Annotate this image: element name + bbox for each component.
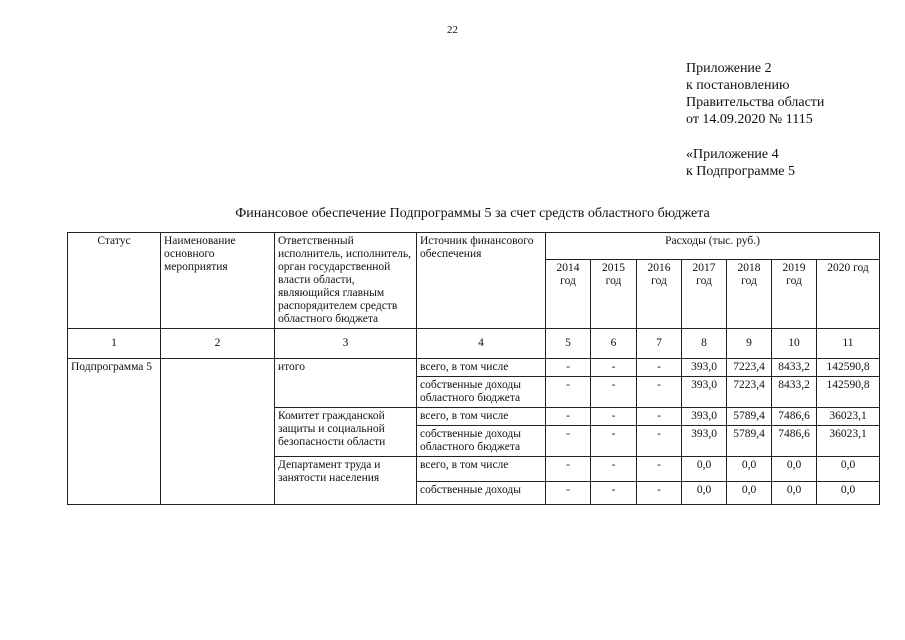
value-cell: 36023,1 (817, 426, 880, 457)
column-number: 2 (161, 329, 275, 359)
column-number: 7 (637, 329, 682, 359)
value-cell: - (591, 457, 637, 482)
source-cell: собственные доходы (417, 482, 546, 505)
value-cell: - (591, 408, 637, 426)
value-cell: 7223,4 (727, 377, 772, 408)
value-cell: 5789,4 (727, 408, 772, 426)
value-cell: 393,0 (682, 408, 727, 426)
column-number: 9 (727, 329, 772, 359)
value-cell: 0,0 (817, 482, 880, 505)
appendix-line: Приложение 2 (686, 61, 772, 76)
header-status: Статус (68, 233, 161, 329)
name-cell (161, 359, 275, 505)
value-cell: 0,0 (727, 457, 772, 482)
column-number: 8 (682, 329, 727, 359)
value-cell: 7486,6 (772, 426, 817, 457)
value-cell: - (637, 426, 682, 457)
value-cell: 7223,4 (727, 359, 772, 377)
value-cell: - (591, 359, 637, 377)
value-cell: - (637, 482, 682, 505)
column-number: 6 (591, 329, 637, 359)
table-header-row (68, 233, 880, 260)
value-cell: 393,0 (682, 426, 727, 457)
value-cell: 142590,8 (817, 377, 880, 408)
appendix-line: Правительства области (686, 95, 825, 110)
value-cell: - (546, 482, 591, 505)
value-cell: 8433,2 (772, 377, 817, 408)
value-cell: 0,0 (817, 457, 880, 482)
page-number: 22 (447, 24, 458, 36)
executor-cell: итого (275, 359, 417, 408)
value-cell: - (591, 482, 637, 505)
source-cell: всего, в том числе (417, 408, 546, 426)
appendix-line: к Подпрограмме 5 (686, 164, 796, 179)
source-cell: всего, в том числе (417, 359, 546, 377)
header-year: 2017 год (682, 260, 727, 329)
value-cell: 0,0 (682, 457, 727, 482)
header-year: 2018 год (727, 260, 772, 329)
header-name: Наименование основного мероприятия (161, 233, 275, 329)
source-cell: всего, в том числе (417, 457, 546, 482)
header-source: Источник финансового обеспечения (417, 233, 546, 329)
value-cell: - (546, 359, 591, 377)
value-cell: - (637, 408, 682, 426)
appendix-line: от 14.09.2020 № 1115 (686, 112, 813, 127)
value-cell: 5789,4 (727, 426, 772, 457)
header-year: 2015 год (591, 260, 637, 329)
value-cell: - (637, 457, 682, 482)
column-number: 3 (275, 329, 417, 359)
header-expenses: Расходы (тыс. руб.) (546, 233, 880, 260)
executor-cell: Комитет гражданской защиты и социальной безопасности области (275, 408, 417, 457)
value-cell: 7486,6 (772, 408, 817, 426)
value-cell: 0,0 (727, 482, 772, 505)
column-number: 11 (817, 329, 880, 359)
value-cell: - (591, 426, 637, 457)
document-title: Финансовое обеспечение Подпрограммы 5 за счет средств областного бюджета (235, 206, 710, 221)
value-cell: 393,0 (682, 359, 727, 377)
value-cell: - (637, 359, 682, 377)
value-cell: 142590,8 (817, 359, 880, 377)
source-cell: собственные доходы областного бюджета (417, 426, 546, 457)
header-year: 2014 год (546, 260, 591, 329)
header-year: 2020 год (817, 260, 880, 329)
value-cell: 0,0 (682, 482, 727, 505)
value-cell: - (546, 426, 591, 457)
status-cell: Подпрограмма 5 (68, 359, 161, 505)
appendix-line: «Приложение 4 (686, 147, 779, 162)
value-cell: 0,0 (772, 482, 817, 505)
value-cell: - (546, 457, 591, 482)
header-executor: Ответственный исполнитель, исполнитель, орган государственной власти области, являющийся главным распорядителем средств областного бюджета (275, 233, 417, 329)
column-number: 5 (546, 329, 591, 359)
appendix-line: к постановлению (686, 78, 790, 93)
appendix-block (686, 60, 824, 180)
column-numbers-row (68, 329, 880, 359)
value-cell: - (546, 377, 591, 408)
table-row (68, 359, 880, 377)
value-cell: 36023,1 (817, 408, 880, 426)
header-year: 2019 год (772, 260, 817, 329)
value-cell: 0,0 (772, 457, 817, 482)
column-number: 4 (417, 329, 546, 359)
value-cell: - (546, 408, 591, 426)
financing-table (67, 232, 880, 505)
value-cell: 8433,2 (772, 359, 817, 377)
value-cell: - (637, 377, 682, 408)
header-year: 2016 год (637, 260, 682, 329)
value-cell: - (591, 377, 637, 408)
column-number: 1 (68, 329, 161, 359)
value-cell: 393,0 (682, 377, 727, 408)
column-number: 10 (772, 329, 817, 359)
source-cell: собственные доходы областного бюджета (417, 377, 546, 408)
executor-cell: Департамент труда и занятости населения (275, 457, 417, 505)
